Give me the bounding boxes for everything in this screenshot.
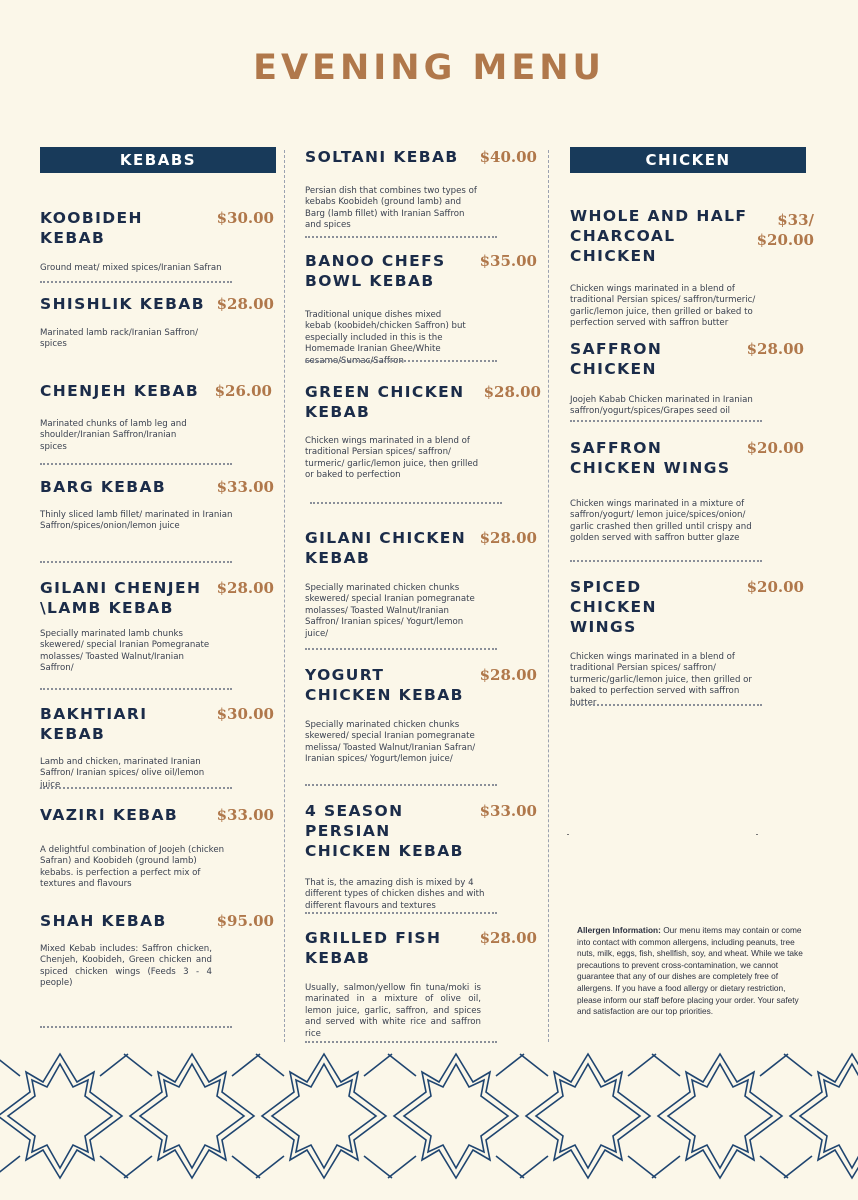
item-price: $33.00 xyxy=(216,806,274,824)
pattern-motif xyxy=(652,1054,788,1178)
item-price: $28.00 xyxy=(216,579,274,597)
item-name: CHENJEH KEBAB xyxy=(40,382,200,400)
item-price: $33.00 xyxy=(479,802,537,820)
divider xyxy=(570,420,762,422)
menu-item xyxy=(305,801,541,912)
menu-item xyxy=(40,911,276,990)
decorative-pattern-border xyxy=(0,1046,858,1200)
item-price: $28.00 xyxy=(483,383,541,401)
item-description: Chicken wings marinated in a blend of traditional Persian spices/ saffron/ turmeric/ garlic/lemon juice, then grilled or baked to perfection xyxy=(305,436,479,481)
divider xyxy=(305,912,497,914)
pattern-motif xyxy=(520,1054,656,1178)
item-price: $28.00 xyxy=(479,529,537,547)
item-name: WHOLE AND HALF CHARCOAL CHICKEN xyxy=(570,207,748,265)
item-price: $30.00 xyxy=(216,705,274,723)
menu-item xyxy=(40,294,276,351)
decor-dot xyxy=(567,834,569,835)
item-description: Ground meat/ mixed spices/Iranian Safran xyxy=(40,263,222,273)
chicken-column xyxy=(570,145,814,845)
pattern-motif xyxy=(256,1054,392,1178)
item-name: SHISHLIK KEBAB xyxy=(40,295,205,313)
divider xyxy=(40,281,232,283)
menu-item xyxy=(40,381,276,453)
item-description: Marinated chunks of lamb leg and shoulder/Iranian Saffron/Iranian spices xyxy=(40,419,187,452)
column-divider-left xyxy=(284,150,285,1042)
item-price: $28.00 xyxy=(216,295,274,313)
item-name: BAKHTIARI KEBAB xyxy=(40,705,148,743)
pattern-motif xyxy=(124,1054,260,1178)
menu-item xyxy=(40,578,276,675)
item-description: A delightful combination of Joojeh (chicken Safran) and Koobideh (ground lamb) kebabs. is perfection a perfect mix of textures and flavours xyxy=(40,845,225,890)
item-description: Specially marinated chicken chunks skewered/ special Iranian pomegranate molasses/ Toasted Walnut/Iranian Saffron/ Iranian spices/ Yogurt/lemon juice/ xyxy=(305,583,475,639)
item-price: $33.00 xyxy=(216,478,274,496)
item-description: Persian dish that combines two types of kebabs Koobideh (ground lamb) and Barg (lamb fillet) with Iranian Saffron and spices xyxy=(305,186,477,231)
menu-item xyxy=(570,339,806,418)
chicken-banner: CHICKEN xyxy=(570,147,806,173)
item-description: Chicken wings marinated in a blend of traditional Persian spices/ saffron/ turmeric/garlic/lemon juice, then grilled or baked to perfection served with saffron butter xyxy=(570,652,752,708)
menu-item xyxy=(40,704,276,791)
item-price: $28.00 xyxy=(479,666,537,684)
item-description: Joojeh Kabab Chicken marinated in Iranian saffron/yogurt/spices/Grapes seed oil xyxy=(570,395,753,417)
item-name: KOOBIDEH KEBAB xyxy=(40,209,143,247)
divider xyxy=(40,463,232,465)
item-name: BARG KEBAB xyxy=(40,478,167,496)
menu-item xyxy=(305,528,541,640)
item-name: GRILLED FISH KEBAB xyxy=(305,929,442,967)
divider xyxy=(305,236,497,238)
pattern-motif xyxy=(388,1054,524,1178)
item-name: SAFFRON CHICKEN WINGS xyxy=(570,439,731,477)
divider xyxy=(305,648,497,650)
item-name: GREEN CHICKEN KEBAB xyxy=(305,383,465,421)
divider xyxy=(305,784,497,786)
decor-dot xyxy=(756,834,758,835)
item-price: $28.00 xyxy=(746,340,804,358)
allergen-label: Allergen Information: xyxy=(577,925,661,935)
item-description: Specially marinated chicken chunks skewered/ special Iranian pomegranate melissa/ Toasted Walnut/Iranian Safran/ Iranian spices/ Yogurt/lemon juice/ xyxy=(305,720,476,765)
divider xyxy=(570,560,762,562)
item-description: Usually, salmon/yellow fin tuna/moki is marinated in a mixture of olive oil, lemon juice, garlic, saffron, and spices and served with white rice and saffron rice xyxy=(305,983,481,1039)
item-description: Mixed Kebab includes: Saffron chicken, Chenjeh, Koobideh, Green chicken and spiced chicken wings (Feeds 3 - 4 people) xyxy=(40,944,212,989)
item-price: $33/ $20.00 xyxy=(756,211,814,249)
menu-title: EVENING MENU xyxy=(253,48,605,88)
column-divider-right xyxy=(548,150,549,1042)
item-name: SAFFRON CHICKEN xyxy=(570,340,663,378)
divider xyxy=(305,360,497,362)
item-description: Lamb and chicken, marinated Iranian Saffron/ Iranian spices/ olive oil/lemon juice xyxy=(40,757,205,790)
item-price: $30.00 xyxy=(216,209,274,227)
item-name: SHAH KEBAB xyxy=(40,912,167,930)
menu-item xyxy=(305,382,541,482)
item-name: YOGURT CHICKEN KEBAB xyxy=(305,666,464,704)
item-description: Thinly sliced lamb fillet/ marinated in Iranian Saffron/spices/onion/lemon juice xyxy=(40,510,233,532)
item-name: 4 SEASON PERSIAN CHICKEN KEBAB xyxy=(305,802,464,860)
menu-item xyxy=(305,251,541,367)
item-price: $28.00 xyxy=(479,929,537,947)
divider xyxy=(40,787,232,789)
item-price: $95.00 xyxy=(216,912,274,930)
menu-item xyxy=(305,928,541,1040)
item-name: SOLTANI KEBAB xyxy=(305,148,459,166)
item-price: $26.00 xyxy=(214,382,272,400)
item-name: SPICED CHICKEN WINGS xyxy=(570,578,657,636)
menu-item xyxy=(570,438,806,545)
item-description: That is, the amazing dish is mixed by 4 different types of chicken dishes and with different flavours and textures xyxy=(305,878,485,911)
kebabs-banner: KEBABS xyxy=(40,147,276,173)
item-name: GILANI CHICKEN KEBAB xyxy=(305,529,467,567)
pattern-motif xyxy=(0,1054,128,1178)
item-price: $35.00 xyxy=(479,252,537,270)
divider xyxy=(570,704,762,706)
item-description: Chicken wings marinated in a mixture of saffron/yogurt/ lemon juice/spices/onion/ garlic crashed then grilled until crispy and golden served with saffron butter glaze xyxy=(570,499,752,544)
allergen-information xyxy=(577,925,811,1018)
item-description: Specially marinated lamb chunks skewered/ special Iranian Pomegranate molasses/ Toasted Walnut/Iranian Saffron/ xyxy=(40,629,210,674)
item-description: Chicken wings marinated in a blend of traditional Persian spices/ saffron/turmeric/ garlic/lemon juice, then grilled or baked to perfection served with saffron butter xyxy=(570,284,756,329)
divider xyxy=(310,502,502,504)
menu-item xyxy=(570,206,814,330)
item-price: $20.00 xyxy=(746,439,804,457)
pattern-motif xyxy=(784,1054,858,1178)
item-description: Traditional unique dishes mixed kebab (koobideh/chicken Saffron) but especially included in this is the Homemade Iranian Ghee/White sesame/Sumac/Saffron xyxy=(305,310,466,366)
menu-item xyxy=(40,208,276,274)
allergen-text: Our menu items may contain or come into contact with common allergens, including peanuts, tree nuts, milk, eggs, fish, shellfish, soy, and wheat. While we take precautions to prevent cross-contamination, we cannot guarantee that any of our dishes are completely free of allergens. If you have a food allergy or dietary restriction, please inform our staff before placing your order. Your safety and satisfaction are our top priorities. xyxy=(577,925,803,1017)
item-name: BANOO CHEFS BOWL KEBAB xyxy=(305,252,446,290)
kebabs-column xyxy=(40,145,276,1035)
item-name: GILANI CHENJEH \LAMB KEBAB xyxy=(40,579,202,617)
item-description: Marinated lamb rack/Iranian Saffron/ spices xyxy=(40,328,198,350)
item-price: $20.00 xyxy=(746,578,804,596)
divider xyxy=(40,688,232,690)
divider xyxy=(305,1041,497,1043)
divider xyxy=(40,561,232,563)
menu-item xyxy=(305,147,541,232)
specials-column xyxy=(305,145,541,1039)
menu-item xyxy=(40,477,276,533)
item-name: VAZIRI KEBAB xyxy=(40,806,179,824)
menu-item xyxy=(305,665,541,766)
item-price: $40.00 xyxy=(479,148,537,166)
divider xyxy=(40,1026,232,1028)
menu-item xyxy=(570,577,806,709)
menu-item xyxy=(40,805,276,891)
